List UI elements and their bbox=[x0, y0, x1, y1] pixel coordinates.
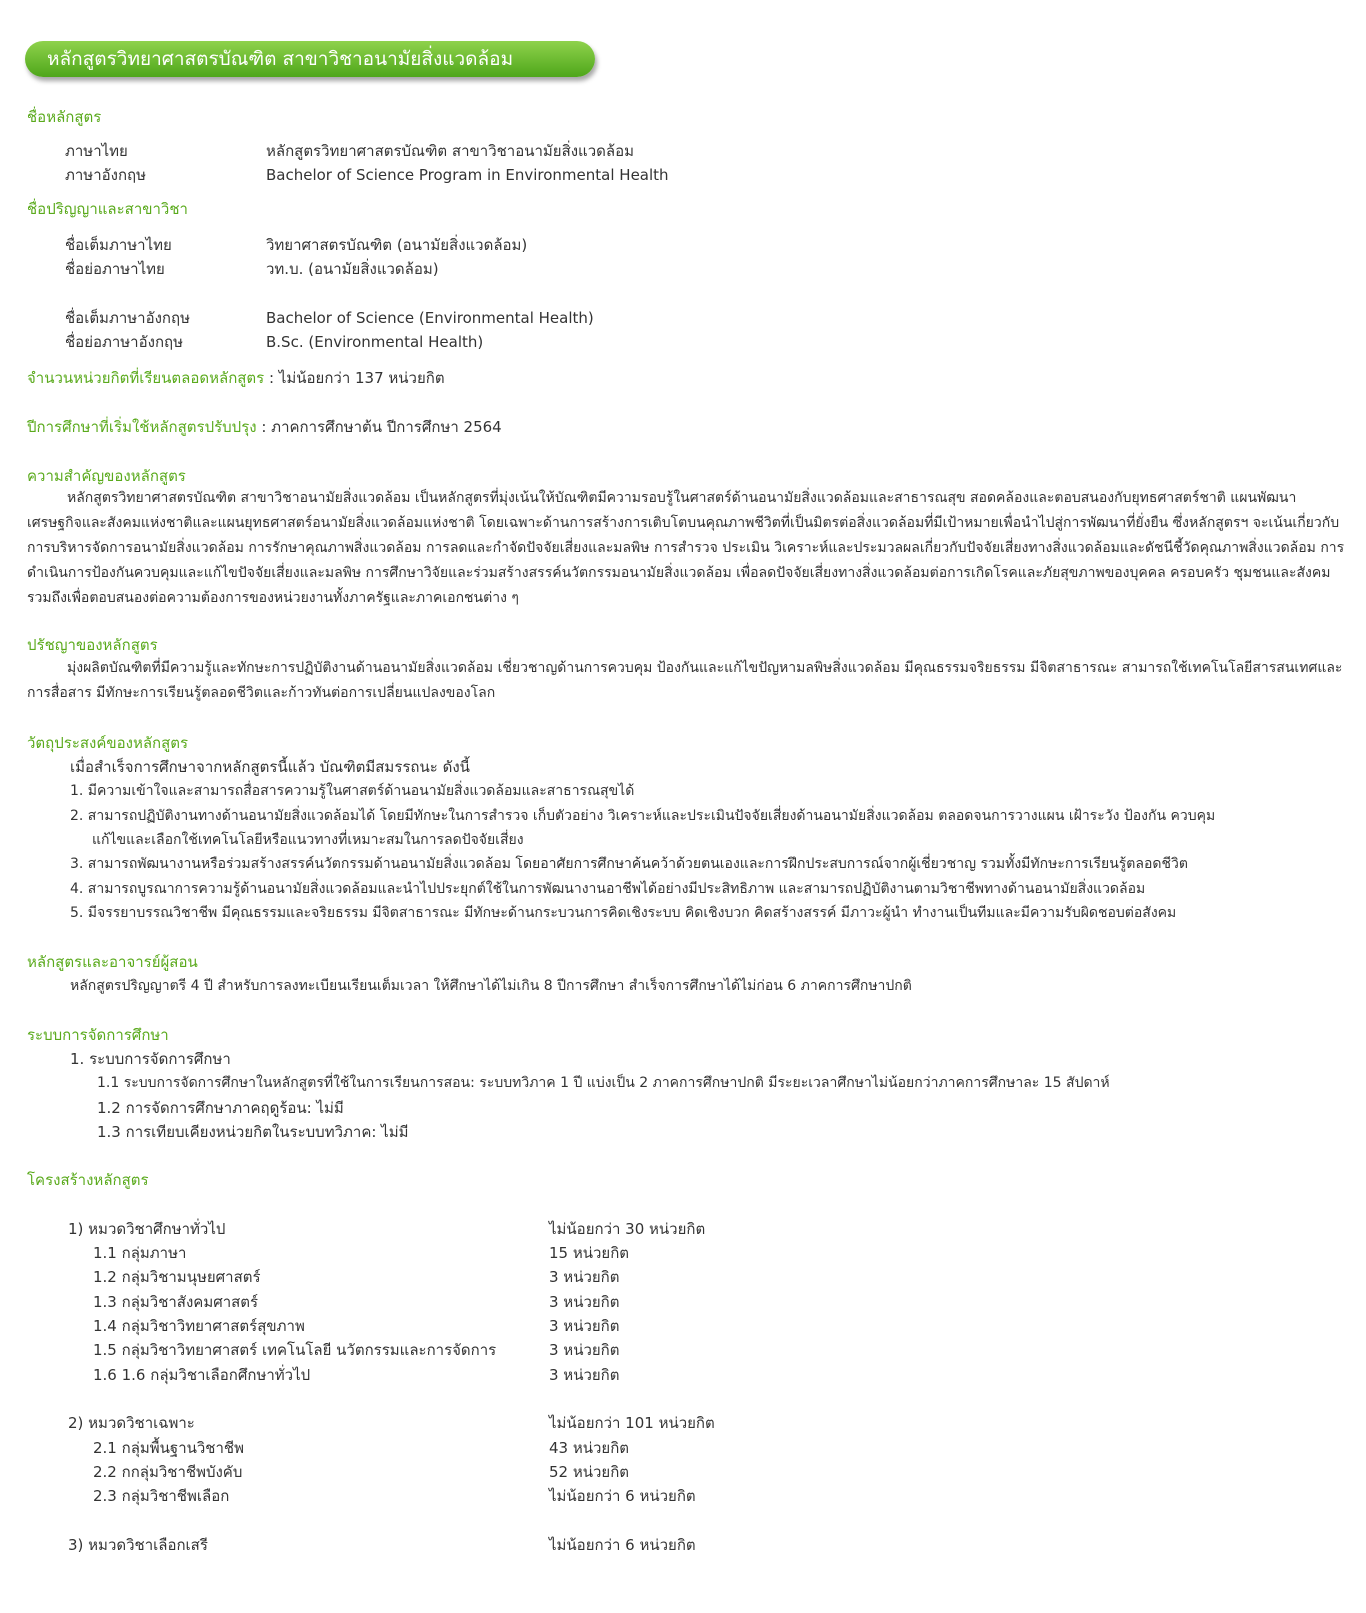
structure-row-value: 43 หน่วยกิต bbox=[549, 1439, 630, 1457]
total-credits-line bbox=[27, 368, 445, 388]
thai-name-label: ภาษาไทย bbox=[65, 142, 128, 160]
program-heading: หลักสูตรและอาจารย์ผู้สอน bbox=[27, 953, 198, 971]
full-eng-value: Bachelor of Science (Environmental Health) bbox=[266, 309, 594, 327]
objective-item: 3. สามารถพัฒนางานหรือร่วมสร้างสรรค์นวัตกรรมด้านอนามัยสิ่งแวดล้อม โดยอาศัยการศึกษาค้นคว้าด้วยตนเองและการฝึกประสบการณ์จากผู้เชี่ยวชาญ รวมทั้งมีทักษะการเรียนรู้ตลอดชีวิต bbox=[70, 856, 1188, 872]
structure-row-value: ไม่น้อยกว่า 6 หน่วยกิต bbox=[549, 1536, 696, 1554]
objective-item: 5. มีจรรยาบรรณวิชาชีพ มีคุณธรรมและจริยธรรม มีจิตสาธารณะ มีทักษะด้านกระบวนการคิดเชิงระบบ คิดเชิงบวก คิดสร้างสรรค์ มีภาวะผู้นำ ทำงานเป็นทีมและมีความรับผิดชอบต่อสังคม bbox=[70, 905, 1177, 921]
system-item: 1. ระบบการจัดการศึกษา bbox=[70, 1050, 231, 1068]
program-text: หลักสูตรปริญญาตรี 4 ปี สำหรับการลงทะเบียนเรียนเต็มเวลา ให้ศึกษาได้ไม่เกิน 8 ปีการศึกษา สำเร็จการศึกษาได้ไม่ก่อน 6 ภาคการศึกษาปกติ bbox=[70, 978, 912, 994]
structure-row-value: 15 หน่วยกิต bbox=[549, 1244, 630, 1262]
objective-item: 1. มีความเข้าใจและสามารถสื่อสารความรู้ในศาสตร์ด้านอนามัยสิ่งแวดล้อมและสาธารณสุขได้ bbox=[70, 783, 635, 799]
page-title: หลักสูตรวิทยาศาสตรบัณฑิต สาขาวิชาอนามัยสิ่งแวดล้อม bbox=[47, 48, 514, 70]
full-eng-label: ชื่อเต็มภาษาอังกฤษ bbox=[65, 309, 190, 327]
structure-row-label: 1.3 กลุ่มวิชาสังคมศาสตร์ bbox=[93, 1293, 259, 1311]
abbr-eng-label: ชื่อย่อภาษาอังกฤษ bbox=[65, 333, 183, 351]
objective-item: 2. สามารถปฏิบัติงานทางด้านอนามัยสิ่งแวดล้อมได้ โดยมีทักษะในการสำรวจ เก็บตัวอย่าง วิเคราะห์และประเมินปัจจัยเสี่ยงด้านอนามัยสิ่งแวดล้อม ตลอดจนการวางแผน เฝ้าระวัง ป้องกัน ควบคุม bbox=[70, 808, 1216, 824]
structure-row-value: ไม่น้อยกว่า 6 หน่วยกิต bbox=[549, 1487, 696, 1505]
system-subitem: 1.2 การจัดการศึกษาภาคฤดูร้อน: ไม่มี bbox=[97, 1099, 344, 1117]
page-title-banner bbox=[25, 41, 595, 77]
structure-row-value: 3 หน่วยกิต bbox=[549, 1366, 620, 1384]
eng-name-value: Bachelor of Science Program in Environmental Health bbox=[266, 166, 669, 184]
degree-heading: ชื่อปริญญาและสาขาวิชา bbox=[27, 200, 188, 218]
philosophy-paragraph bbox=[27, 656, 1347, 706]
structure-row-value: 3 หน่วยกิต bbox=[549, 1341, 620, 1359]
abbr-thai-label: ชื่อย่อภาษาไทย bbox=[65, 260, 165, 278]
system-heading: ระบบการจัดการศึกษา bbox=[27, 1026, 169, 1044]
abbr-thai-value: วท.บ. (อนามัยสิ่งแวดล้อม) bbox=[266, 260, 439, 278]
start-year-label: ปีการศึกษาที่เริ่มใช้หลักสูตรปรับปรุง bbox=[27, 418, 257, 436]
system-subitem: 1.3 การเทียบเคียงหน่วยกิตในระบบทวิภาค: ไม่มี bbox=[97, 1123, 409, 1141]
structure-row-label: 1.2 กลุ่มวิชามนุษยศาสตร์ bbox=[93, 1268, 261, 1286]
total-credits-label: จำนวนหน่วยกิตที่เรียนตลอดหลักสูตร bbox=[27, 369, 265, 387]
structure-row-value: 3 หน่วยกิต bbox=[549, 1317, 620, 1335]
system-subitem: 1.1 ระบบการจัดการศึกษาในหลักสูตรที่ใช้ในการเรียนการสอน: ระบบทวิภาค 1 ปี แบ่งเป็น 2 ภาคการศึกษาปกติ มีระยะเวลาศึกษาไม่น้อยกว่าภาคการศึกษาละ 15 สัปดาห์ bbox=[97, 1075, 1110, 1091]
philosophy-text: มุ่งผลิตบัณฑิตที่มีความรู้และทักษะการปฏิบัติงานด้านอนามัยสิ่งแวดล้อม เชี่ยวชาญด้านการควบคุม ป้องกันและแก้ไขปัญหามลพิษสิ่งแวดล้อม มีคุณธรรมจริยธรรม มีจิตสาธารณะ สามารถใช้เทคโนโลยีสารสนเทศและการสื่อสาร มีทักษะการเรียนรู้ตลอดชีวิตและก้าวทันต่อการเปลี่ยนแปลงของโลก bbox=[27, 660, 1343, 701]
structure-row-label: 2) หมวดวิชาเฉพาะ bbox=[68, 1414, 195, 1432]
structure-row-value: 3 หน่วยกิต bbox=[549, 1293, 620, 1311]
eng-name-label: ภาษาอังกฤษ bbox=[65, 166, 147, 184]
course-name-heading: ชื่อหลักสูตร bbox=[27, 108, 102, 126]
thai-name-value: หลักสูตรวิทยาศาสตรบัณฑิต สาขาวิชาอนามัยสิ่งแวดล้อม bbox=[266, 142, 634, 160]
structure-row-label: 1.4 กลุ่มวิชาวิทยาศาสตร์สุขภาพ bbox=[93, 1317, 305, 1335]
structure-row-label: 3) หมวดวิชาเลือกเสรี bbox=[68, 1536, 208, 1554]
structure-row-label: 1.1 กลุ่มภาษา bbox=[93, 1244, 187, 1262]
importance-heading: ความสำคัญของหลักสูตร bbox=[27, 467, 186, 485]
structure-row-label: 2.1 กลุ่มพื้นฐานวิชาชีพ bbox=[93, 1439, 244, 1457]
structure-row-label: 1) หมวดวิชาศึกษาทั่วไป bbox=[68, 1220, 226, 1238]
start-year-value: : ภาคการศึกษาต้น ปีการศึกษา 2564 bbox=[261, 418, 502, 436]
importance-paragraph bbox=[27, 486, 1347, 611]
structure-row-value: ไม่น้อยกว่า 101 หน่วยกิต bbox=[549, 1414, 715, 1432]
abbr-eng-value: B.Sc. (Environmental Health) bbox=[266, 333, 484, 351]
objectives-intro: เมื่อสำเร็จการศึกษาจากหลักสูตรนี้แล้ว บัณฑิตมีสมรรถนะ ดังนี้ bbox=[70, 758, 470, 776]
structure-row-value: 52 หน่วยกิต bbox=[549, 1463, 630, 1481]
start-year-line bbox=[27, 417, 502, 437]
objective-item-continued: แก้ไขและเลือกใช้เทคโนโลยีหรือแนวทางที่เหมาะสมในการลดปัจจัยเสี่ยง bbox=[92, 832, 524, 848]
total-credits-value: : ไม่น้อยกว่า 137 หน่วยกิต bbox=[269, 369, 445, 387]
importance-text: หลักสูตรวิทยาศาสตรบัณฑิต สาขาวิชาอนามัยสิ่งแวดล้อม เป็นหลักสูตรที่มุ่งเน้นให้บัณฑิตมีความรอบรู้ในศาสตร์ด้านอนามัยสิ่งแวดล้อมและสาธารณสุข สอดคล้องและตอบสนองกับยุทธศาสตร์ชาติ แผนพัฒนาเศรษฐกิจและสังคมแห่งชาติและแผนยุทธศาสตร์อนามัยสิ่งแวดล้อมแห่งชาติ โดยเฉพาะด้านการสร้างการเติบโตบนคุณภาพชีวิตที่เป็นมิตรต่อสิ่งแวดล้อมที่มีเป้าหมายเพื่อนำไปสู่การพัฒนาที่ยั่งยืน ซึ่งหลักสูตรฯ จะเน้นเกี่ยวกับการบริหารจัดการอนามัยสิ่งแวดล้อม การรักษาคุณภาพสิ่งแวดล้อม การลดและกำจัดปัจจัยเสี่ยงและมลพิษ การสำรวจ ประเมิน วิเคราะห์และประมวลผลเกี่ยวกับปัจจัยเสี่ยงทางสิ่งแวดล้อมและดัชนีชี้วัดคุณภาพสิ่งแวดล้อม การดำเนินการป้องกันควบคุมและแก้ไขปัจจัยเสี่ยงและมลพิษ การศึกษาวิจัยและร่วมสร้างสรรค์นวัตกรรมอนามัยสิ่งแวดล้อม เพื่อลดปัจจัยเสี่ยงทางสิ่งแวดล้อมต่อการเกิดโรคและภัยสุขภาพของบุคคล ครอบครัว ชุมชนและสังคม รวมถึงเพื่อตอบสนองต่อความต้องการของหน่วยงานทั้งภาครัฐและภาคเอกชนต่าง ๆ bbox=[27, 490, 1345, 606]
structure-row-label: 1.6 1.6 กลุ่มวิชาเลือกศึกษาทั่วไป bbox=[93, 1366, 311, 1384]
full-thai-value: วิทยาศาสตรบัณฑิต (อนามัยสิ่งแวดล้อม) bbox=[266, 236, 528, 254]
structure-row-label: 1.5 กลุ่มวิชาวิทยาศาสตร์ เทคโนโลยี นวัตกรรมและการจัดการ bbox=[93, 1341, 497, 1359]
structure-row-label: 2.2 กกลุ่มวิชาชีพบังคับ bbox=[93, 1463, 243, 1481]
objectives-heading: วัตถุประสงค์ของหลักสูตร bbox=[27, 734, 189, 752]
structure-row-value: ไม่น้อยกว่า 30 หน่วยกิต bbox=[549, 1220, 706, 1238]
full-thai-label: ชื่อเต็มภาษาไทย bbox=[65, 236, 172, 254]
structure-row-value: 3 หน่วยกิต bbox=[549, 1268, 620, 1286]
structure-heading: โครงสร้างหลักสูตร bbox=[27, 1171, 149, 1189]
structure-row-label: 2.3 กลุ่มวิชาชีพเลือก bbox=[93, 1487, 230, 1505]
philosophy-heading: ปรัชญาของหลักสูตร bbox=[27, 636, 158, 654]
objective-item: 4. สามารถบูรณาการความรู้ด้านอนามัยสิ่งแวดล้อมและนำไปประยุกต์ใช้ในการพัฒนางานอาชีพได้อย่างมีประสิทธิภาพ และสามารถปฏิบัติงานตามวิชาชีพทางด้านอนามัยสิ่งแวดล้อม bbox=[70, 881, 1146, 897]
